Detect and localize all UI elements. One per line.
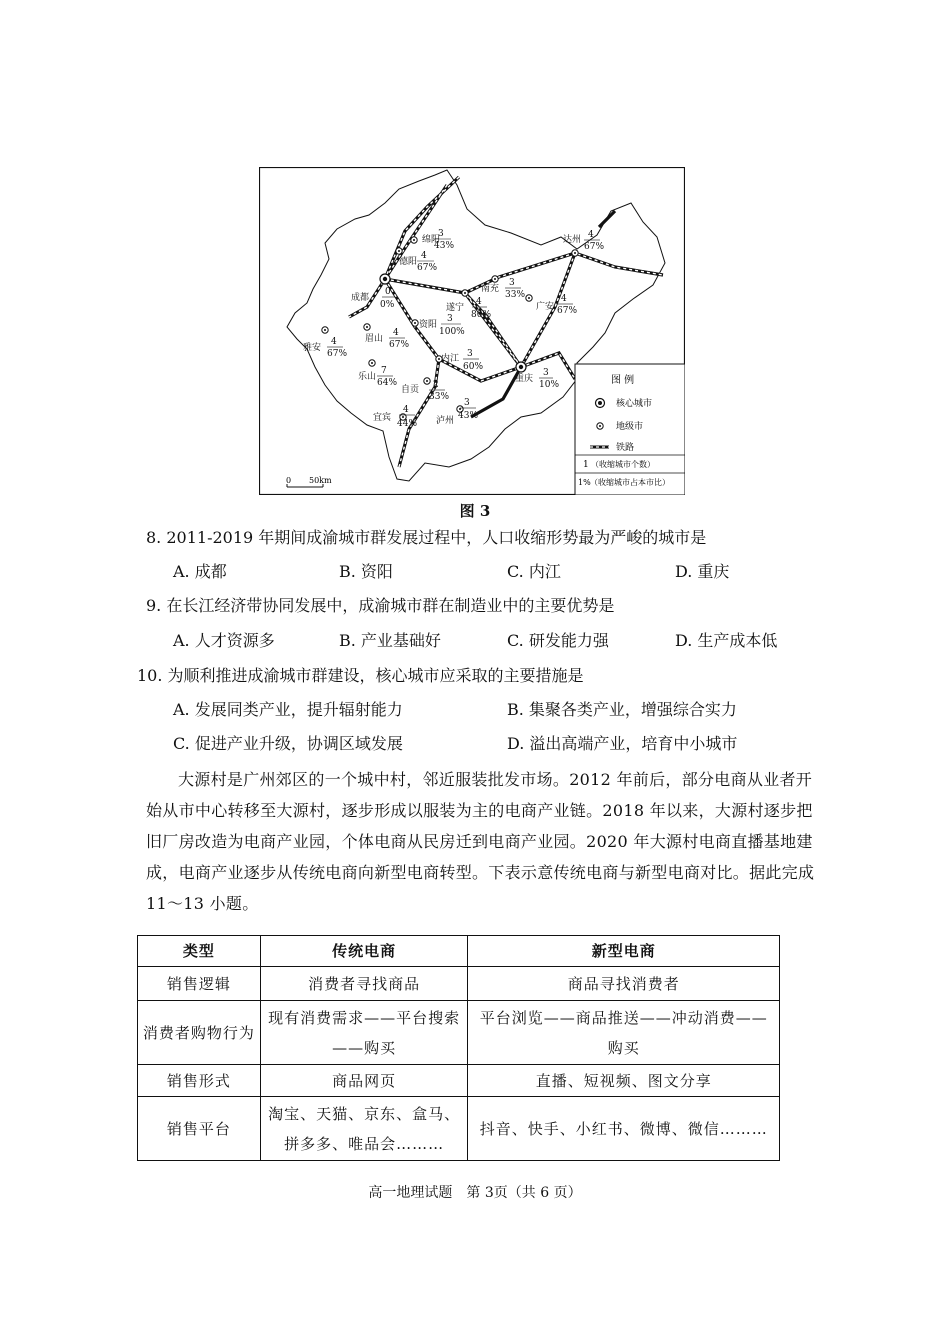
svg-text:43%: 43% — [458, 411, 479, 421]
svg-text:3: 3 — [543, 368, 549, 378]
svg-text:33%: 33% — [429, 392, 450, 402]
svg-text:4: 4 — [403, 405, 409, 415]
svg-text:遂宁: 遂宁 — [446, 303, 465, 313]
svg-text:4: 4 — [331, 337, 337, 347]
svg-text:50km: 50km — [309, 476, 332, 485]
q10-option-c: C. 促进产业升级，协调区域发展 — [173, 734, 403, 753]
svg-text:67%: 67% — [417, 263, 438, 273]
svg-text:67%: 67% — [557, 306, 578, 316]
svg-text:4: 4 — [393, 328, 399, 338]
svg-text:3: 3 — [438, 229, 444, 239]
svg-text:地级市: 地级市 — [616, 422, 644, 432]
table-cell: 平台浏览——商品推送——冲动消费——购买 — [468, 1001, 780, 1065]
table-row — [138, 1001, 780, 1065]
svg-text:44%: 44% — [397, 419, 418, 429]
svg-text:1%: 1% — [578, 478, 591, 487]
table-cell: 直播、短视频、图文分享 — [468, 1065, 780, 1097]
page-footer: 高一地理试题 第 3页（共 6 页） — [368, 1185, 582, 1201]
table-row — [138, 967, 780, 1001]
table-cell: 销售形式 — [138, 1065, 261, 1097]
svg-text:德阳: 德阳 — [399, 257, 418, 267]
svg-text:眉山: 眉山 — [365, 334, 384, 344]
q8-option-b: B. 资阳 — [339, 562, 393, 581]
svg-text:（收缩城市占本市比）: （收缩城市占本市比） — [590, 478, 670, 487]
svg-text:成都: 成都 — [351, 293, 370, 303]
q8-option-d: D. 重庆 — [675, 562, 730, 581]
svg-text:80%: 80% — [471, 310, 492, 320]
svg-text:3: 3 — [447, 314, 453, 324]
svg-text:泸州: 泸州 — [436, 416, 455, 426]
map-legend — [575, 364, 685, 495]
svg-text:达州: 达州 — [563, 235, 582, 245]
table-header-row — [138, 936, 780, 967]
table-cell: 销售逻辑 — [138, 967, 261, 1001]
q10-option-b: B. 集聚各类产业，增强综合实力 — [507, 700, 737, 719]
svg-text:自贡: 自贡 — [401, 385, 420, 395]
svg-text:3: 3 — [464, 398, 470, 408]
q9-option-a: A. 人才资源多 — [173, 631, 275, 650]
q10-stem: 10. 为顺利推进成渝城市群建设，核心城市应采取的主要措施是 — [137, 666, 584, 685]
table-header-cell: 类型 — [138, 936, 261, 967]
svg-text:64%: 64% — [377, 378, 398, 388]
svg-text:100%: 100% — [439, 327, 465, 337]
chengyu-city-map — [259, 167, 685, 495]
svg-text:60%: 60% — [463, 362, 484, 372]
svg-text:67%: 67% — [584, 242, 605, 252]
ecommerce-comparison-table — [137, 935, 780, 1161]
svg-text:（收缩城市个数）: （收缩城市个数） — [591, 460, 655, 469]
q9-option-c: C. 研发能力强 — [507, 631, 609, 650]
svg-text:核心城市: 核心城市 — [616, 399, 653, 409]
table-header-cell: 传统电商 — [260, 936, 468, 967]
table-header-cell: 新型电商 — [468, 936, 780, 967]
svg-text:4: 4 — [561, 294, 567, 304]
svg-text:宜宾: 宜宾 — [373, 413, 392, 423]
svg-text:4: 4 — [588, 230, 594, 240]
q8-stem: 8. 2011-2019 年期间成渝城市群发展过程中，人口收缩形势最为严峻的城市是 — [146, 528, 707, 547]
svg-text:1: 1 — [583, 460, 589, 470]
table-cell: 抖音、快手、小红书、微博、微信……… — [468, 1097, 780, 1161]
q8-option-c: C. 内江 — [507, 562, 561, 581]
svg-text:0: 0 — [286, 476, 292, 485]
svg-text:图 例: 图 例 — [611, 375, 635, 386]
svg-text:43%: 43% — [434, 241, 455, 251]
table-cell: 商品寻找消费者 — [468, 967, 780, 1001]
svg-text:2: 2 — [433, 380, 439, 390]
svg-text:3: 3 — [467, 349, 473, 359]
svg-text:资阳: 资阳 — [419, 320, 438, 330]
table-cell: 淘宝、天猫、京东、盒马、拼多多、唯品会……… — [260, 1097, 468, 1161]
reading-passage: 大源村是广州郊区的一个城中村，邻近服装批发市场。2012 年前后，部分电商从业者开始从市中心转移至大源村，逐步形成以服装为主的电商产业链。2018 年以来，大源村逐步把旧厂房改造为电商产业园，个体电商从民房迁到电商产业园。2020 年大源村电商直播基地建成，电商产业逐步从传统电商向新型电商转型。下表示意传统电商与新型电商对比。据此完成 11～13 小题。 — [146, 770, 815, 913]
svg-text:4: 4 — [476, 297, 482, 307]
q10-option-a: A. 发展同类产业，提升辐射能力 — [173, 700, 403, 719]
svg-text:10%: 10% — [539, 380, 560, 390]
svg-text:铁路: 铁路 — [616, 443, 635, 453]
svg-text:7: 7 — [381, 366, 387, 376]
svg-text:内江: 内江 — [441, 354, 460, 364]
svg-text:雅安: 雅安 — [303, 343, 322, 353]
svg-text:33%: 33% — [505, 290, 526, 300]
svg-text:67%: 67% — [389, 340, 410, 350]
svg-text:乐山: 乐山 — [358, 372, 377, 382]
table-cell: 消费者购物行为 — [138, 1001, 261, 1065]
svg-text:重庆: 重庆 — [515, 374, 534, 384]
svg-text:0: 0 — [385, 287, 391, 297]
svg-text:南充: 南充 — [481, 284, 500, 294]
table-cell: 销售平台 — [138, 1097, 261, 1161]
svg-text:广安: 广安 — [536, 302, 555, 312]
svg-text:3: 3 — [509, 278, 515, 288]
svg-text:67%: 67% — [327, 349, 348, 359]
svg-text:0%: 0% — [380, 300, 395, 310]
q10-option-d: D. 溢出高端产业，培育中小城市 — [507, 734, 738, 753]
table-cell: 消费者寻找商品 — [260, 967, 468, 1001]
table-row — [138, 1097, 780, 1161]
table-cell: 现有消费需求——平台搜索——购买 — [260, 1001, 468, 1065]
table-cell: 商品网页 — [260, 1065, 468, 1097]
figure-caption: 图 3 — [459, 502, 491, 520]
svg-text:4: 4 — [421, 251, 427, 261]
q8-option-a: A. 成都 — [173, 562, 227, 581]
svg-text:绵阳: 绵阳 — [422, 235, 441, 245]
table-row — [138, 1065, 780, 1097]
q9-option-b: B. 产业基础好 — [339, 631, 441, 650]
q9-option-d: D. 生产成本低 — [675, 631, 778, 650]
q9-stem: 9. 在长江经济带协同发展中，成渝城市群在制造业中的主要优势是 — [146, 596, 615, 615]
